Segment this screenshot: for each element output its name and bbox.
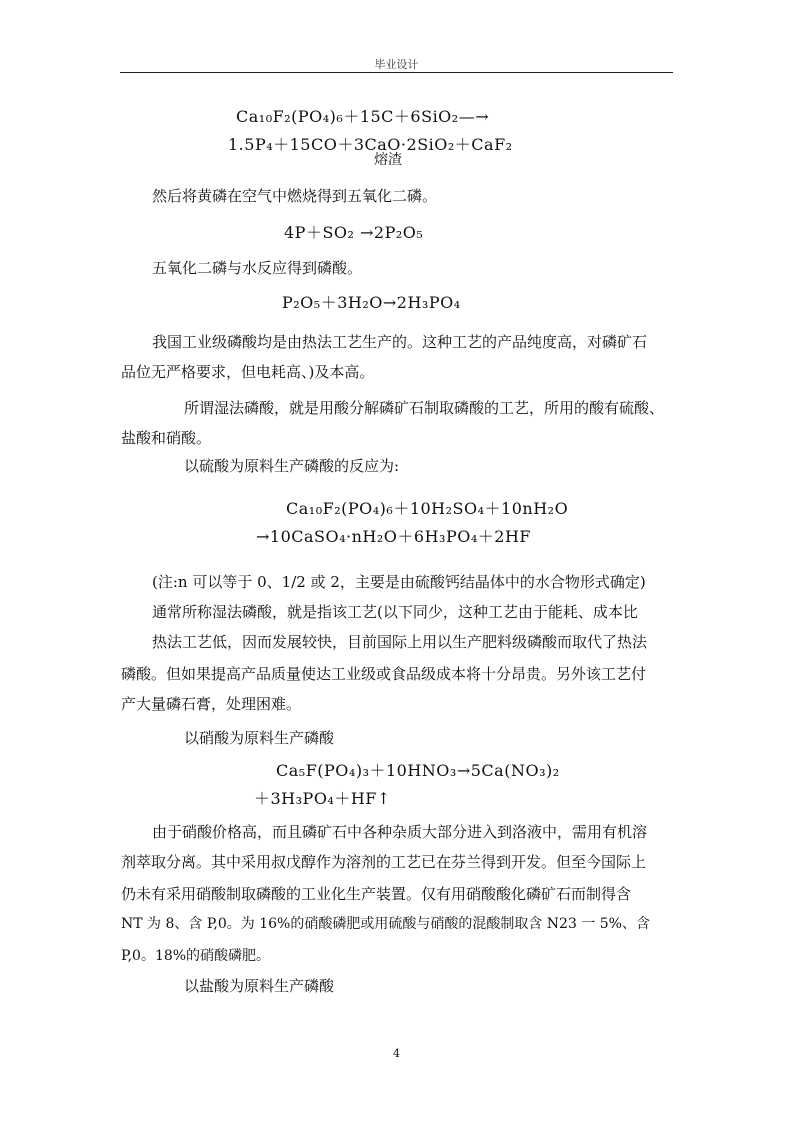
text-line-2: 五氧化二磷与水反应得到磷酸。 [152, 259, 363, 277]
text-line-16: 仍未有采用硝酸制取磷酸的工业化生产装置。仅有用硝酸酸化磷矿石而制得含 [121, 885, 632, 903]
equation-2: 4P＋SO₂ →2P₂O₅ [284, 223, 424, 242]
text-line-9: 通常所称湿法磷酸，就是指该工艺(以下同少，这种工艺由于能耗、成本比 [152, 603, 638, 621]
text-line-6: 盐酸和硝酸。 [121, 429, 212, 447]
page-number: 4 [393, 1047, 400, 1060]
page-header: 毕业设计 [374, 58, 419, 71]
equation-1-label: 熔渣 [374, 152, 402, 168]
text-line-19: 以盐酸为原料生产磷酸 [184, 977, 335, 995]
text-line-8: (注:n 可以等于 0、1/2 或 2，主要是由硫酸钙结晶体中的水合物形式确定) [152, 573, 646, 591]
equation-5-line-1: Ca₅F(PO₄)₃＋10HNO₃→5Ca(NO₃)₂ [276, 761, 560, 780]
text-line-14: 由于硝酸价格高，而且磷矿石中各种杂质大部分进入到洛液中，需用有机溶 [152, 823, 648, 841]
equation-4-line-1: Ca₁₀F₂(PO₄)₆＋10H₂SO₄＋10nH₂O [286, 499, 569, 518]
text-line-4: 品位无严格要求，但电耗高、)及本高。 [121, 363, 375, 381]
text-line-12: 产大量磷石膏，处理困难。 [121, 695, 302, 713]
text-line-10: 热法工艺低，因而发展较快，目前国际上用以生产肥料级磷酸而取代了热法 [152, 633, 648, 651]
equation-5-line-2: ＋3H₃PO₄＋HF↑ [254, 789, 391, 808]
text-line-3: 我国工业级磷酸均是由热法工艺生产的。这种工艺的产品纯度高，对磷矿石 [152, 333, 648, 351]
text-line-18: P,0。18%的硝酸磷肥。 [121, 948, 271, 964]
text-line-7: 以硫酸为原料生产磷酸的反应为: [184, 457, 400, 475]
equation-1-line-1: Ca₁₀F₂(PO₄)₆＋15C＋6SiO₂—→ [236, 107, 490, 126]
text-line-13: 以硝酸为原料生产磷酸 [184, 729, 335, 747]
text-line-11: 磷酸。但如果提高产品质量使达工业级或食品级成本将十分昂贵。另外该工艺付 [121, 665, 647, 683]
equation-3: P₂O₅＋3H₂O→2H₃PO₄ [282, 293, 461, 312]
text-line-1: 然后将黄磷在空气中燃烧得到五氧化二磷。 [152, 187, 438, 205]
text-line-15: 剂萃取分离。其中采用叔戊醇作为溶剂的工艺已在芬兰得到开发。但至今国际上 [121, 853, 647, 871]
equation-1-line-2: 1.5P₄＋15CO＋3CaO·2SiO₂＋CaF₂ [228, 135, 513, 154]
equation-4-line-2: →10CaSO₄·nH₂O＋6H₃PO₄＋2HF [256, 527, 531, 546]
text-line-17: NT 为 8、含 P,0。为 16%的硝酸磷肥或用硫酸与硝酸的混酸制取含 N23 一 5%、含 [121, 916, 650, 932]
text-line-5: 所谓湿法磷酸，就是用酸分解磷矿石制取磷酸的工艺，所用的酸有硫酸、 [184, 399, 665, 417]
header-rule [120, 72, 673, 73]
